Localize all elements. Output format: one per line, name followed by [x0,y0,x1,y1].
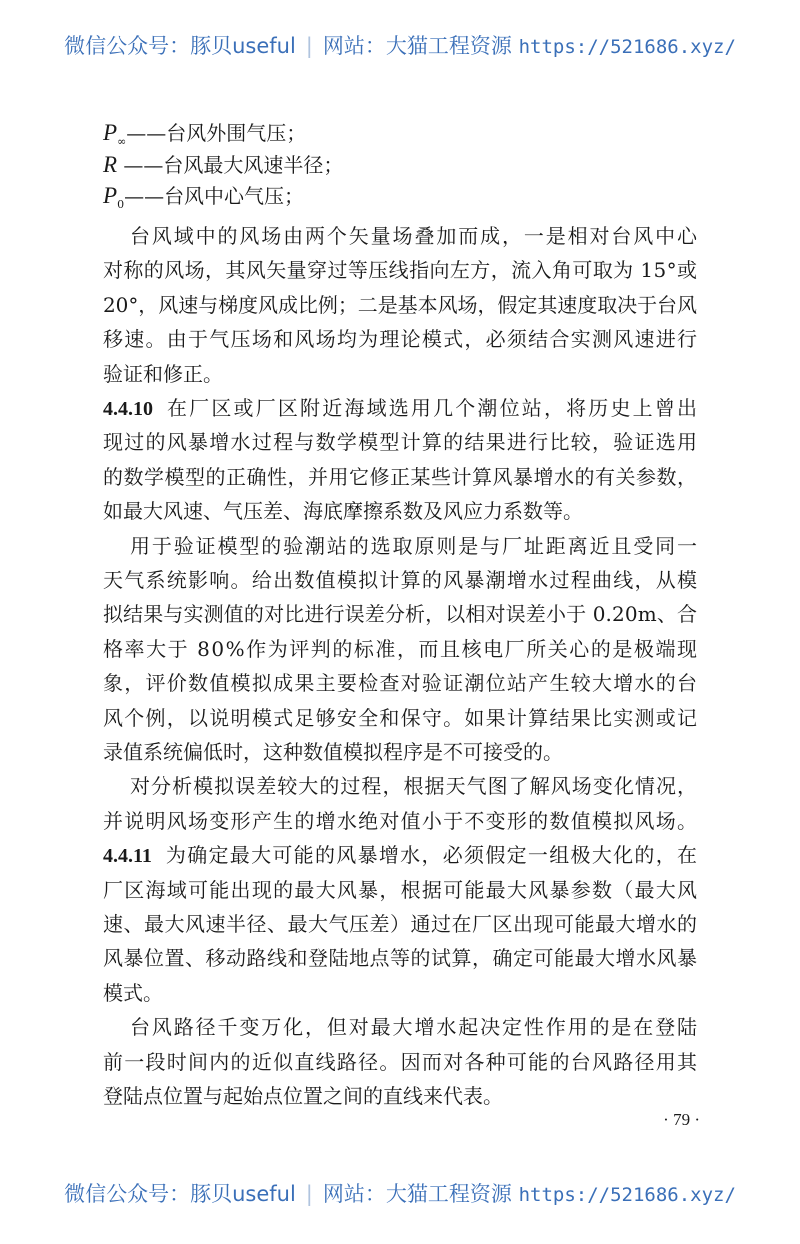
line-text: 模式。 [103,980,163,1005]
text-line [103,976,697,1010]
watermark-site: 网站：大猫工程资源 [322,1182,512,1206]
line-text: 象，评价数值模拟成果主要检查对验证潮位站产生较大增水的台 [103,671,699,696]
text-line [103,322,697,356]
text-line [103,735,697,769]
section-number: 4.4.11 [103,845,152,868]
text-line [103,941,697,975]
text-line [103,288,697,322]
symbol-subscript: ∞ [117,135,127,148]
text-line [103,873,697,907]
text-line [130,769,697,803]
text-line [103,907,697,941]
text-line [103,666,697,700]
line-text: 如最大风速、气压差、海底摩擦系数及风应力系数等。 [103,499,583,524]
symbol: P [103,183,118,208]
definition-text: ——台风最大风速半径； [117,153,344,177]
watermark-wechat: 微信公众号：豚贝useful [64,1182,296,1206]
line-text: 现过的风暴增水过程与数学模型计算的结果进行比较，验证选用 [103,430,699,455]
watermark-separator: | [305,34,313,58]
watermark-url: https://521686.xyz/ [518,36,736,58]
line-text: 风个例，以说明模式足够安全和保守。如果计算结果比实测或记 [103,705,699,730]
text-line [103,632,697,666]
line-text: 天气系统影响。给出数值模拟计算的风暴潮增水过程曲线，从模 [103,568,699,592]
text-line [130,529,697,563]
watermark-wechat: 微信公众号：豚贝useful [64,34,296,58]
watermark-separator: | [305,1182,313,1206]
watermark-url: https://521686.xyz/ [518,1184,736,1206]
symbol-definition [103,179,697,213]
line-text: 用于验证模型的验潮站的选取原则是与厂址距离近且受同一 [130,533,699,558]
line-text: 录值系统偏低时，这种数值模拟程序是不可接受的。 [103,740,563,764]
text-line [130,219,697,253]
text-line [103,1045,697,1079]
line-text: 20°，风速与梯度风成比例；二是基本风场，假定其速度取决于台风 [103,292,697,317]
text-line [103,425,697,459]
line-text: 风暴位置、移动路线和登陆地点等的试算，确定可能最大增水风暴 [103,946,698,971]
line-text: 前一段时间内的近似直线路径。因而对各种可能的台风路径用其 [103,1049,699,1074]
line-text: 登陆点位置与起始点位置之间的直线来代表。 [103,1084,503,1108]
line-text: 并说明风场变形产生的增水绝对值小于不变形的数值模拟风场。 [103,808,699,833]
text-line [103,494,697,528]
symbol-subscript: 0 [117,198,125,211]
line-text: 格率大于 80%作为评判的标准，而且核电厂所关心的是极端现 [103,636,699,661]
line-text: 对称的风场，其风矢量穿过等压线指向左方，流入角可取为 15°或 [103,258,698,283]
line-text: 台风域中的风场由两个矢量场叠加而成，一是相对台风中心 [130,224,699,248]
line-text: 移速。由于气压场和风场均为理论模式，必须结合实测风速进行 [103,327,699,352]
definition-text: ——台风中心气压； [124,184,305,208]
line-text: 拟结果与实测值的对比进行误差分析，以相对误差小于 0.20m、合 [103,602,698,627]
line-text: 的数学模型的正确性，并用它修正某些计算风暴增水的有关参数， [103,464,698,489]
text-line [103,804,697,838]
line-text: 对分析模拟误差较大的过程，根据天气图了解风场变化情况， [130,774,699,799]
text-line [103,460,697,494]
text-line [103,597,697,631]
text-line [130,1010,697,1044]
line-text: 在厂区或厂区附近海域选用几个潮位站，将历史上曾出 [167,396,700,420]
bottom-watermark [0,1178,800,1208]
text-line [103,253,697,287]
symbol: P [103,120,118,145]
page-number: · 79 · [663,1110,700,1129]
line-text: 验证和修正。 [103,361,223,386]
text-line [103,701,697,735]
symbol: R [103,152,118,177]
line-text: 速、最大风速半径、最大气压差）通过在厂区出现可能最大增水的 [103,912,698,936]
watermark-site: 网站：大猫工程资源 [322,34,512,58]
line-text: 台风路径千变万化，但对最大增水起决定性作用的是在登陆 [130,1015,699,1040]
line-text: 为确定最大可能的风暴增水，必须假定一组极大化的，在 [165,843,699,868]
text-line [103,1079,697,1113]
line-text: 厂区海域可能出现的最大风暴，根据可能最大风暴参数（最大风 [103,877,699,902]
definition-text: ——台风外围气压； [126,121,307,145]
section-line [103,838,697,872]
section-line [103,391,700,425]
symbol-definition [103,116,697,150]
text-line [103,357,697,391]
text-line [103,563,697,597]
section-number: 4.4.10 [103,398,153,420]
symbol-definition [103,148,697,182]
